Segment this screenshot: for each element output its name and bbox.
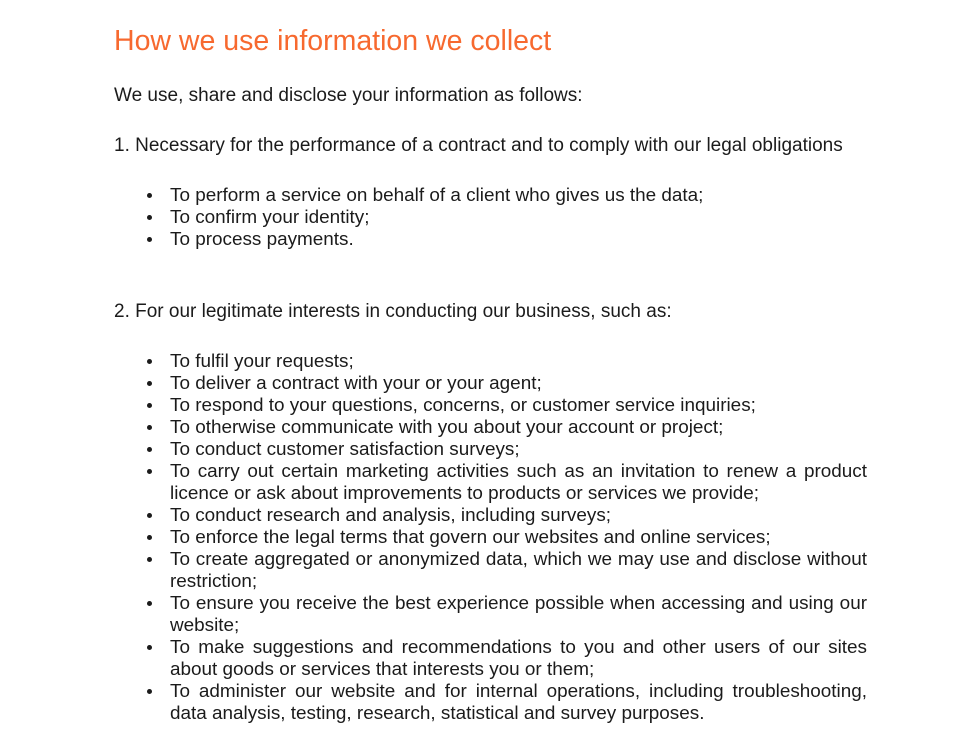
list-item: To carry out certain marketing activities such as an invitation to renew a product licence or ask about improvements to products or services we provide; bbox=[114, 461, 867, 505]
list-item: To ensure you receive the best experience possible when accessing and using our website; bbox=[114, 593, 867, 637]
list-item: To otherwise communicate with you about your account or project; bbox=[114, 417, 867, 439]
bullet-list bbox=[114, 351, 867, 725]
list-item: To create aggregated or anonymized data, which we may use and disclose without restriction; bbox=[114, 549, 867, 593]
list-item: To perform a service on behalf of a client who gives us the data; bbox=[114, 185, 867, 207]
section-title: 1. Necessary for the performance of a contract and to comply with our legal obligations bbox=[114, 135, 843, 156]
section-title: 2. For our legitimate interests in conducting our business, such as: bbox=[114, 301, 672, 322]
bullet-list bbox=[114, 185, 867, 251]
list-item: To administer our website and for internal operations, including troubleshooting, data analysis, testing, research, statistical and survey purposes. bbox=[114, 681, 867, 725]
section-contract-obligations bbox=[114, 135, 864, 251]
list-item: To conduct customer satisfaction surveys; bbox=[114, 439, 867, 461]
list-item: To process payments. bbox=[114, 229, 867, 251]
section-legitimate-interests bbox=[114, 301, 867, 725]
page-title: How we use information we collect bbox=[114, 25, 552, 57]
list-item: To confirm your identity; bbox=[114, 207, 867, 229]
intro-paragraph: We use, share and disclose your information as follows: bbox=[114, 85, 583, 106]
list-item: To fulfil your requests; bbox=[114, 351, 867, 373]
list-item: To enforce the legal terms that govern our websites and online services; bbox=[114, 527, 867, 549]
list-item: To deliver a contract with your or your agent; bbox=[114, 373, 867, 395]
list-item: To respond to your questions, concerns, or customer service inquiries; bbox=[114, 395, 867, 417]
list-item: To conduct research and analysis, including surveys; bbox=[114, 505, 867, 527]
list-item: To make suggestions and recommendations to you and other users of our sites about goods or services that interests you or them; bbox=[114, 637, 867, 681]
